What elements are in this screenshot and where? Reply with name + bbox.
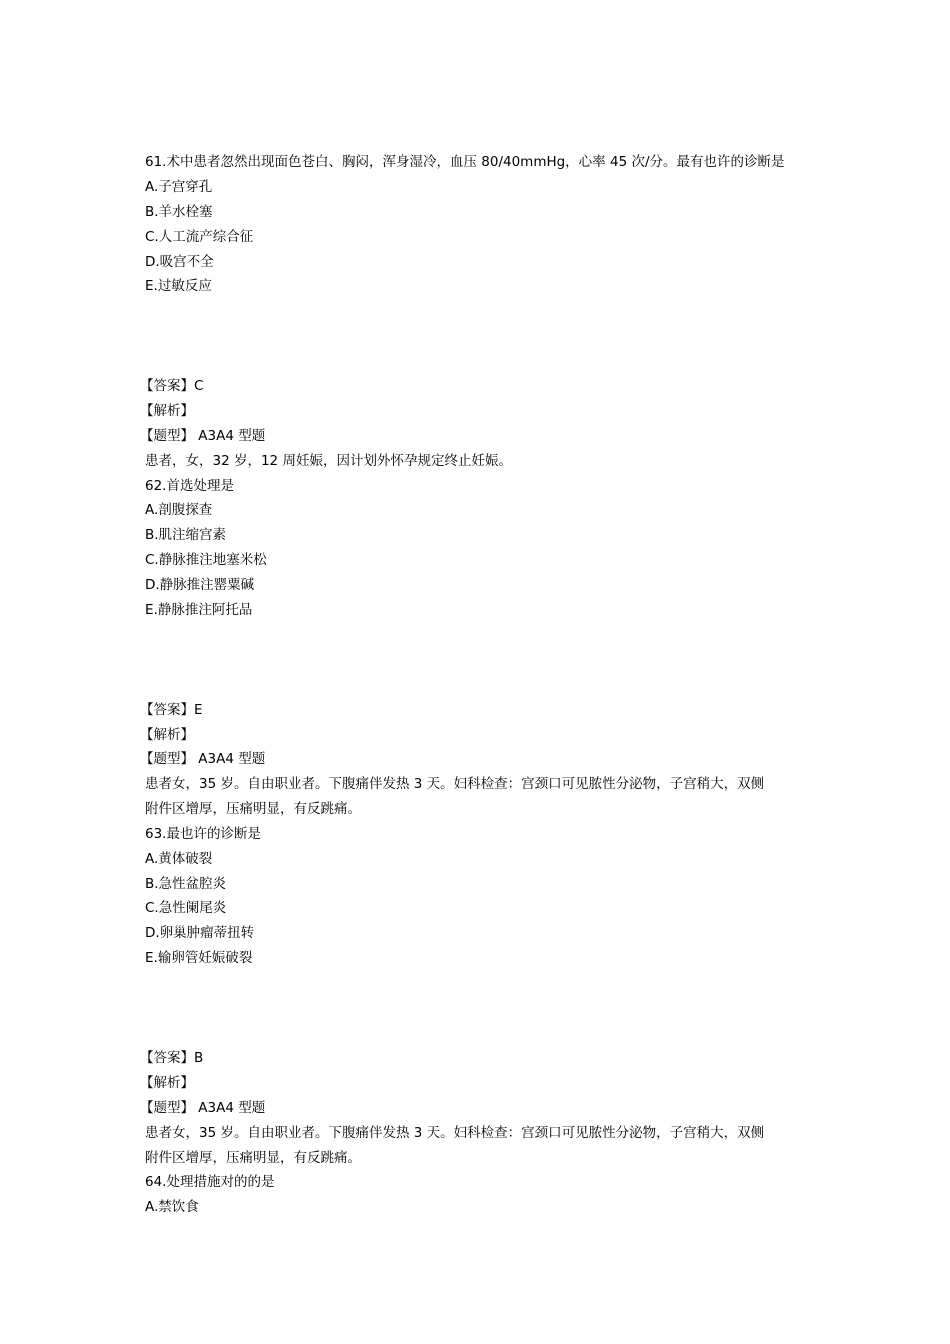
case-stem: 患者女，35 岁。自由职业者。下腹痛伴发热 3 天。妇科检查：宫颈口可见脓性分泌物，子宫稍大，双侧	[145, 1125, 765, 1141]
option-63-a: A.黄体破裂	[145, 851, 213, 867]
option-61-b: B.羊水栓塞	[145, 204, 213, 220]
option-63-d: D.卵巢肿瘤蒂扭转	[145, 925, 255, 941]
option-62-c: C.静脉推注地塞米松	[145, 552, 267, 568]
question-type: 【题型】 A3A4 型题	[140, 1100, 266, 1116]
option-61-a: A.子宫穿孔	[145, 179, 213, 195]
answer-62: 【答案】E	[140, 702, 203, 718]
case-stem: 患者女，35 岁。自由职业者。下腹痛伴发热 3 天。妇科检查：宫颈口可见脓性分泌物，子宫稍大，双侧	[145, 776, 765, 792]
option-63-c: C.急性阑尾炎	[145, 900, 227, 916]
analysis-label: 【解析】	[140, 727, 194, 743]
option-61-d: D.吸宫不全	[145, 254, 214, 270]
question-64: 64.处理措施对的的是	[145, 1174, 275, 1190]
case-stem-continued: 附件区增厚，压痛明显，有反跳痛。	[145, 801, 361, 817]
option-61-e: E.过敏反应	[145, 278, 212, 294]
answer-63: 【答案】B	[140, 1050, 204, 1066]
case-stem: 患者，女，32 岁，12 周妊娠，因计划外怀孕规定终止妊娠。	[145, 453, 512, 469]
question-62: 62.首选处理是	[145, 478, 234, 494]
question-61: 61.术中患者忽然出现面色苍白、胸闷，浑身湿冷，血压 80/40mmHg，心率 45 次/分。最有也许的诊断是	[145, 154, 785, 170]
option-62-d: D.静脉推注罂粟碱	[145, 577, 255, 593]
option-61-c: C.人工流产综合征	[145, 229, 254, 245]
option-63-e: E.输卵管妊娠破裂	[145, 950, 253, 966]
question-63: 63.最也许的诊断是	[145, 826, 261, 842]
analysis-label: 【解析】	[140, 403, 194, 419]
answer-61: 【答案】C	[140, 378, 204, 394]
option-64-a: A.禁饮食	[145, 1199, 199, 1215]
option-63-b: B.急性盆腔炎	[145, 876, 227, 892]
option-62-a: A.剖腹探查	[145, 502, 213, 518]
analysis-label: 【解析】	[140, 1075, 194, 1091]
question-type: 【题型】 A3A4 型题	[140, 428, 266, 444]
case-stem-continued: 附件区增厚，压痛明显，有反跳痛。	[145, 1150, 361, 1166]
option-62-b: B.肌注缩宫素	[145, 527, 227, 543]
option-62-e: E.静脉推注阿托品	[145, 602, 253, 618]
question-type: 【题型】 A3A4 型题	[140, 751, 266, 767]
